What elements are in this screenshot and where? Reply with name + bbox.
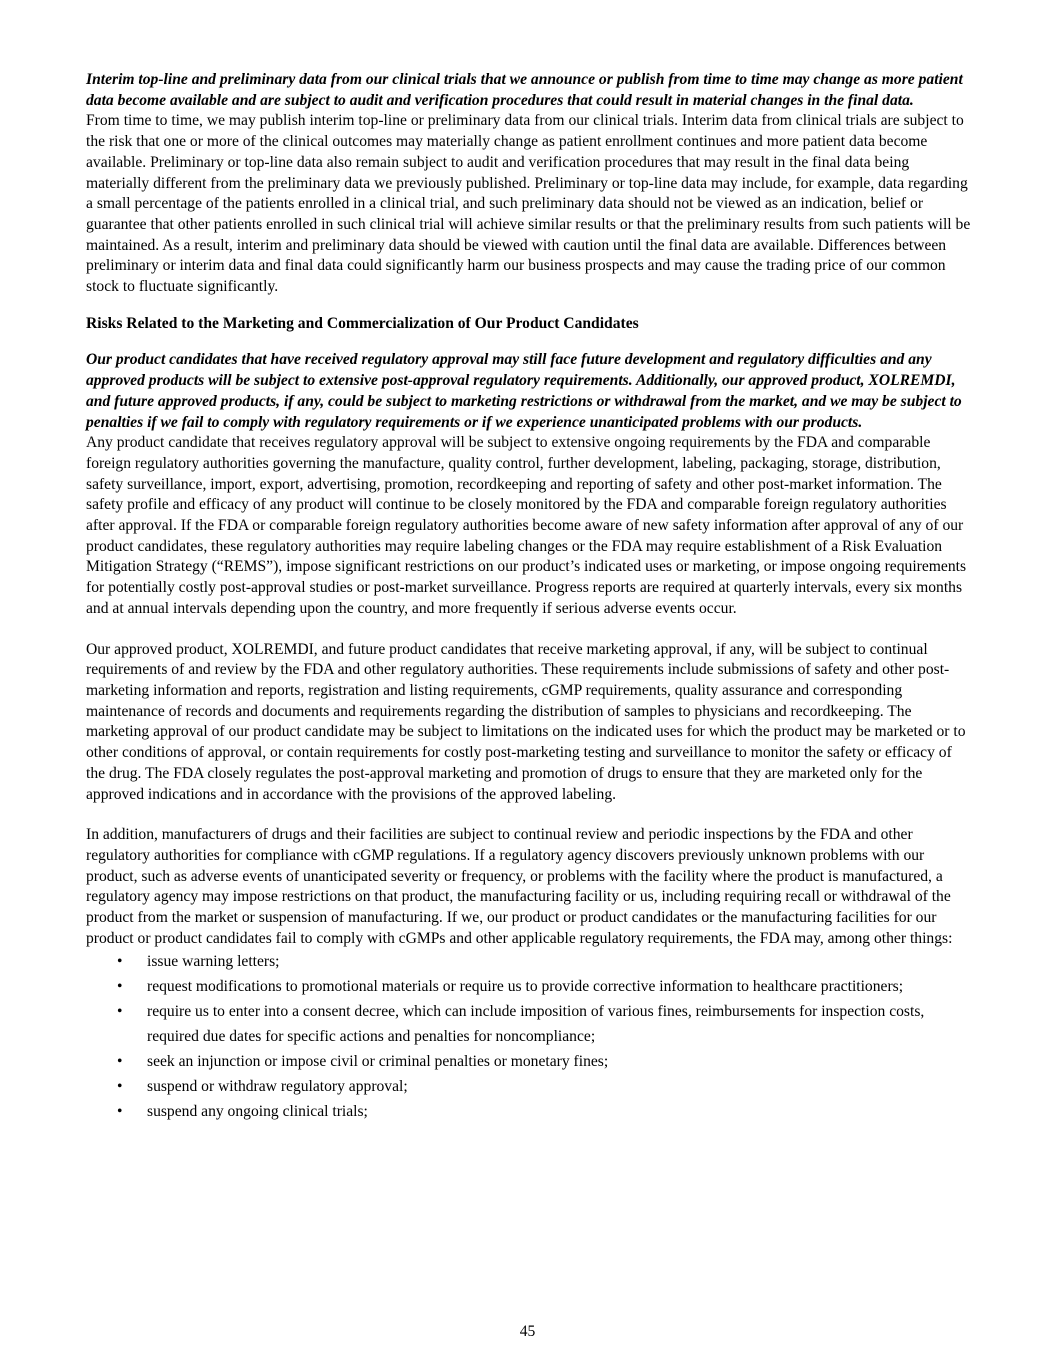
bullet-icon: •	[117, 1103, 123, 1121]
bullet-icon: •	[117, 953, 123, 971]
list-item: • issue warning letters;	[86, 949, 972, 974]
bullet-icon: •	[117, 1003, 123, 1021]
document-page	[86, 70, 972, 1124]
list-item: • suspend any ongoing clinical trials;	[86, 1099, 972, 1124]
regulatory-approval-risk-heading: Our product candidates that have received regulatory approval may still face future development and regulatory difficulties and any approved products will be subject to extensive post-approval regulatory requirements. Additionally, our approved product, XOLREMDI, and future approved products, if any, could be subject to marketing restrictions or withdrawal from the market, and we may be subject to penalties if we fail to comply with regulatory requirements or if we experience unanticipated problems with our products.	[86, 351, 962, 431]
manufacturing-inspections-paragraph: In addition, manufacturers of drugs and their facilities are subject to continual review and periodic inspections by the FDA and other regulatory authorities for compliance with cGMP regulations. If a regulatory agency discovers previously unknown problems with our product, such as adverse events of unanticipated severity or frequency, or problems with the facility where the product is manufactured, a regulatory agency may impose restrictions on that product, the manufacturing facility or us, including requiring recall or withdrawal of the product from the market or suspension of manufacturing. If we, our product or product candidates or the manufacturing facilities for our product or product candidates fail to comply with cGMPs and other applicable regulatory requirements, the FDA may, among other things:	[86, 826, 953, 947]
approved-product-paragraph: Our approved product, XOLREMDI, and future product candidates that receive marketing approval, if any, will be subject to continual requirements of and review by the FDA and other regulatory authorities. These requirements include submissions of safety and other post-marketing information and reports, registration and listing requirements, cGMP requirements, quality assurance and corresponding maintenance of records and documents and requirements regarding the distribution of samples to physicians and recordkeeping. The marketing approval of our product candidate may be subject to limitations on the indicated uses for which the product may be marketed or to other conditions of approval, or contain requirements for costly post-marketing testing and surveillance to monitor the safety or efficacy of the drug. The FDA closely regulates the post-approval marketing and promotion of drugs to ensure that they are marketed only for the approved indications and in accordance with the provisions of the approved labeling.	[86, 640, 966, 803]
bullet-icon: •	[117, 1053, 123, 1071]
bullet-icon: •	[117, 1078, 123, 1096]
list-item: • suspend or withdraw regulatory approval;	[86, 1074, 972, 1099]
list-item: • request modifications to promotional materials or require us to provide corrective information to healthcare practitioners;	[86, 974, 972, 999]
interim-data-risk-paragraph: From time to time, we may publish interim top-line or preliminary data from our clinical trials. Interim data from clinical trials are subject to the risk that one or more of the clinical outcomes may materially change as patient enrollment continues and more patient data become available. Preliminary or top-line data also remain subject to audit and verification procedures that may result in the final data being materially different from the preliminary data we previously published. Preliminary or top-line data may include, for example, data regarding a small percentage of the patients enrolled in a clinical trial, and such preliminary data should not be viewed as an indication, belief or guarantee that other patients enrolled in such clinical trial will achieve similar results or that the preliminary results from such patients will be maintained. As a result, interim and preliminary data should be viewed with caution until the final data are available. Differences between preliminary or interim data and final data could significantly harm our business prospects and may cause the trading price of our common stock to fluctuate significantly.	[86, 112, 971, 296]
marketing-risks-section-heading: Risks Related to the Marketing and Commercialization of Our Product Candidates	[86, 314, 639, 332]
regulatory-requirements-paragraph: Any product candidate that receives regulatory approval will be subject to extensive ongoing requirements by the FDA and comparable foreign regulatory authorities governing the manufacture, quality control, further development, labeling, packaging, storage, distribution, safety surveillance, import, export, advertising, promotion, recordkeeping and reporting of safety and other post-market information. The safety profile and efficacy of any product will continue to be closely monitored by the FDA and comparable foreign regulatory authorities after approval. If the FDA or comparable foreign regulatory authorities become aware of new safety information after approval of any of our product candidates, these regulatory authorities may require labeling changes or the FDA may require establishment of a Risk Evaluation Mitigation Strategy (“REMS”), impose significant restrictions on our product’s indicated uses or marketing, or impose ongoing requirements for potentially costly post-approval studies or post-market surveillance. Progress reports are required at quarterly intervals, every six months and at annual intervals depending upon the country, and more frequently if serious adverse events occur.	[86, 434, 967, 617]
list-item: • require us to enter into a consent decree, which can include imposition of various fines, reimbursements for inspection costs, required due dates for specific actions and penalties for noncompliance;	[86, 999, 972, 1049]
bullet-icon: •	[117, 978, 123, 996]
list-item: • seek an injunction or impose civil or criminal penalties or monetary fines;	[86, 1049, 972, 1074]
fda-actions-list	[86, 949, 972, 1124]
interim-data-risk-heading: Interim top-line and preliminary data from our clinical trials that we announce or publish from time to time may change as more patient data become available and are subject to audit and verification procedures that could result in material changes in the final data.	[86, 71, 963, 109]
page-number: 45	[519, 1323, 536, 1340]
